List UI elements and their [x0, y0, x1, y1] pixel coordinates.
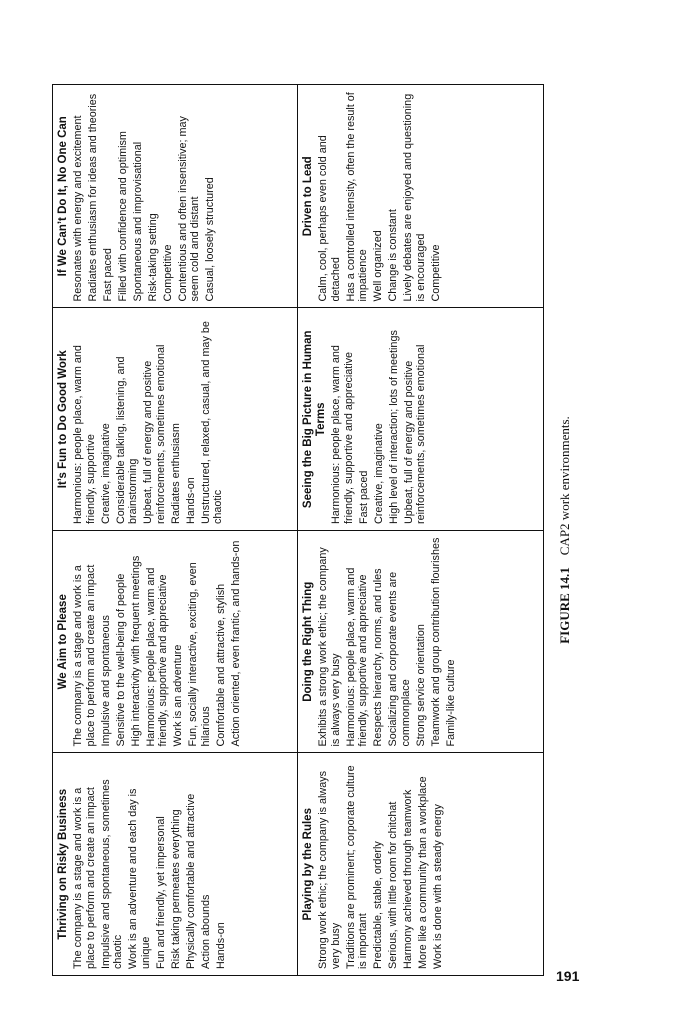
figure-caption-text: CAP2 work environments. [557, 416, 572, 556]
cell-list [72, 315, 225, 525]
list-item: Fun, socially interactive, exciting, even hilarious [187, 562, 212, 747]
list-item: The company is a stage and work is a place to perform and create an impact [72, 564, 97, 747]
rotated-figure [52, 84, 580, 976]
figure-caption [557, 84, 573, 976]
list-item: More like a community than a workplace [417, 776, 430, 969]
list-item: Resonates with energy and excitement [72, 115, 84, 302]
table-cell [53, 85, 298, 308]
list-item: Harmonious: people place, warm and friendly, supportive and appreciative [144, 567, 170, 747]
list-item: Risk taking permeates everything [169, 809, 182, 969]
cell-list [72, 537, 242, 747]
cell-list [317, 91, 442, 302]
table-cell [298, 85, 543, 308]
list-item: Competitive [429, 244, 442, 302]
list-item: Work is done with a steady energy [432, 804, 445, 969]
list-item: Action oriented, even frantic, and hands-on [229, 540, 242, 747]
list-item: Spontaneous and improvisational [131, 141, 144, 302]
page-number: 191 [556, 968, 580, 984]
cell-title: Doing the Right Thing [302, 581, 314, 702]
list-item: Exhibits a strong work ethic; the company is always very busy [317, 547, 342, 747]
list-item: Physically comfortable and attractive [184, 793, 197, 969]
list-item: Fun and friendly, yet impersonal [154, 816, 167, 969]
list-item: Creative, imaginative [99, 423, 112, 524]
cell-list [72, 760, 227, 970]
list-item: Traditions are prominent; corporate culture is important [344, 765, 370, 969]
cell-title: Playing by the Rules [302, 808, 314, 921]
figure-label: FIGURE 14.1 [557, 567, 572, 644]
list-item: Harmonious: people place, warm and friendly, supportive [72, 345, 97, 524]
list-item: Harmonious: people place, warm and friendly, supportive and appreciative [344, 567, 370, 747]
cell-title: We Aim to Please [57, 594, 69, 690]
list-item: Predictable, stable, orderly [372, 841, 385, 969]
list-item: Harmonious: people place, warm and friendly, supportive and appreciative [330, 345, 355, 524]
list-item: Action abounds [199, 894, 212, 969]
cell-title: Thriving on Risky Business [57, 788, 69, 940]
cell-list [317, 537, 457, 747]
list-item: Strong service orientation [414, 624, 427, 747]
list-item: Unstructured, relaxed, casual, and may be chaotic [199, 321, 225, 524]
cell-list [330, 315, 428, 525]
list-item: Hands-on [214, 922, 227, 969]
list-item: Comfortable and attractive, stylish [214, 583, 227, 747]
list-item: Upbeat, full of energy and positive reinforcements, sometimes emotional [402, 344, 428, 524]
cell-title: Seeing the Big Picture in Human Terms [302, 330, 327, 509]
table-cell [53, 530, 298, 753]
list-item: Teamwork and group contribution flourishes [429, 537, 442, 747]
list-item: Considerable talking, listening, and brainstorming [114, 356, 140, 524]
list-item: Competitive [161, 244, 174, 302]
list-item: Family-like culture [444, 659, 457, 747]
list-item: Respects hierarchy, norms, and rules [372, 568, 385, 747]
list-item: Filled with confidence and optimism [116, 131, 129, 302]
list-item: Serious, with little room for chitchat [387, 801, 400, 969]
table-cell [298, 753, 543, 976]
list-item: Socializing and corporate events are commonplace [387, 571, 412, 747]
list-item: Risk-taking setting [146, 213, 159, 302]
list-item: Contentious and often insensitive; may seem cold and distant [176, 116, 202, 302]
list-item: High interactivity with frequent meetings [129, 555, 142, 747]
list-item: Fast paced [101, 248, 114, 302]
cell-title: Driven to Lead [302, 156, 314, 237]
list-item: Work is an adventure [172, 644, 185, 747]
list-item: Lively debates are enjoyed and questioning is encouraged [402, 93, 427, 302]
list-item: Casual, loosely structured [204, 177, 217, 302]
list-item: Impulsive and spontaneous, sometimes chaotic [99, 779, 125, 969]
cell-title: If We Can’t Do It, No One Can [57, 116, 69, 277]
table-cell [53, 753, 298, 976]
table-cell [53, 308, 298, 531]
list-item: Radiates enthusiasm for ideas and theories [86, 93, 99, 302]
list-item: Hands-on [184, 477, 197, 524]
list-item: Work is an adventure and each day is unique [127, 788, 152, 969]
list-item: High level of interaction; lots of meetings [387, 330, 400, 524]
list-item: Impulsive and spontaneous [99, 615, 112, 747]
list-item: Change is constant [387, 209, 400, 302]
list-item: Has a controlled intensity, often the result of impatience [344, 92, 370, 302]
list-item: Creative, imaginative [372, 423, 385, 524]
list-item: Upbeat, full of energy and positive reinforcements, sometimes emotional [142, 344, 167, 524]
cell-list [317, 760, 445, 970]
cell-list [72, 91, 217, 302]
list-item: Fast paced [357, 470, 370, 524]
list-item: Calm, cool, perhaps even cold and detached [317, 135, 342, 302]
list-item: Harmony achieved through teamwork [402, 789, 415, 969]
list-item: The company is a stage and work is a place to perform and create an impact [72, 787, 97, 969]
list-item: Strong work ethic; the company is always very busy [317, 770, 342, 969]
list-item: Radiates enthusiasm [169, 423, 182, 524]
work-environments-table [52, 84, 544, 976]
table-cell [298, 308, 543, 531]
table-cell [298, 530, 543, 753]
list-item: Well organized [372, 230, 385, 302]
cell-title: It’s Fun to Do Good Work [57, 350, 69, 489]
list-item: Sensitive to the well-being of people [114, 573, 127, 747]
